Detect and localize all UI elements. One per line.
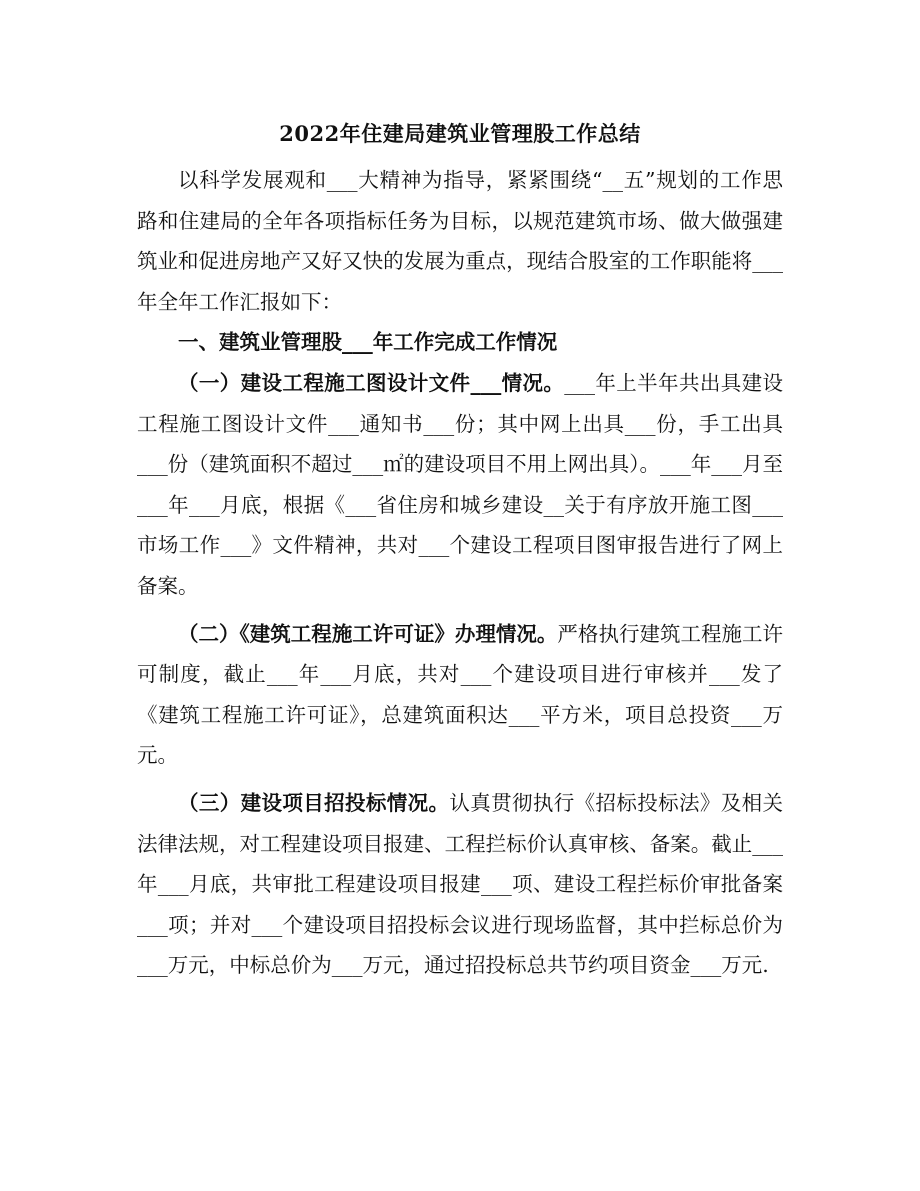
item-1-paragraph [137, 363, 783, 607]
item-1-text: ___年上半年共出具建设工程施工图设计文件___通知书___份；其中网上出具___份，手工出具___份（建筑面积不超过___㎡的建设项目不用上网出具）。___年___月至___年___月底，根据《___省住房和城乡建设__关于有序放开施工图___市场工作___》文件精神，共对___个建设工程项目图审报告进行了网上备案。 [137, 370, 783, 598]
document-body [137, 160, 783, 986]
document-title: 2022年住建局建筑业管理股工作总结 [279, 121, 641, 146]
item-2-text: 严格执行建筑工程施工许可制度，截止___年___月底，共对___个建设项目进行审核并___发了《建筑工程施工许可证》，总建筑面积达___平方米，项目总投资___万元。 [137, 621, 784, 768]
item-3-text: 认真贯彻执行《招标投标法》及相关法律法规，对工程建设项目报建、工程拦标价认真审核、备案。截止___年___月底，共审批工程建设项目报建___项、建设工程拦标价审批备案___项；并对___个建设项目招投标会议进行现场监督，其中拦标总价为___万元，中标总价为___万元，通过招投标总共节约项目资金___万元. [137, 790, 783, 978]
section-heading: 一、建筑业管理股___年工作完成工作情况 [178, 330, 558, 355]
item-2-heading: （二）《建筑工程施工许可证》办理情况。 [178, 621, 558, 646]
intro-paragraph: 以科学发展观和___大精神为指导，紧紧围绕“__五”规划的工作思路和住建局的全年各项指标任务为目标，以规范建筑市场、做大做强建筑业和促进房地产又好又快的发展为重点，现结合股室的工作职能将___年全年工作汇报如下： [137, 168, 783, 314]
item-3-paragraph [137, 783, 783, 986]
item-2-paragraph [137, 614, 783, 776]
item-1-heading: （一）建设工程施工图设计文件___情况。 [178, 370, 565, 395]
item-3-heading: （三）建设项目招投标情况。 [178, 790, 450, 815]
